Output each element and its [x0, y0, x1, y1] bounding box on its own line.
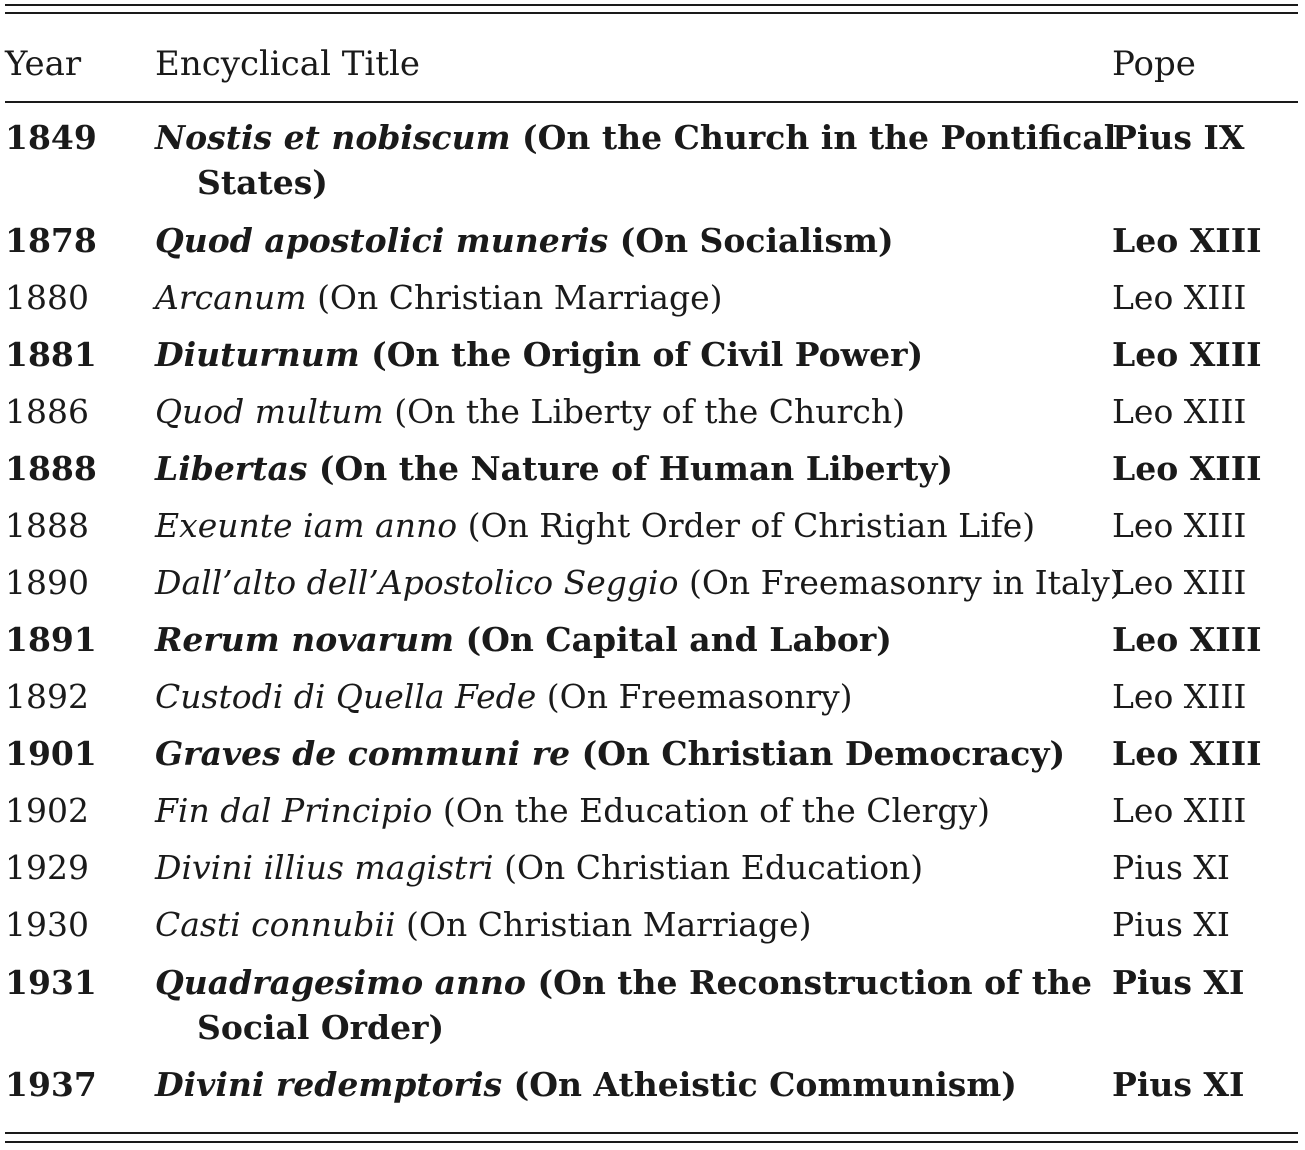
row-pope: Leo XIII: [1112, 506, 1247, 545]
row-year: 1929: [5, 848, 89, 887]
row-title-latin: Casti connubii: [155, 905, 396, 944]
row-title-latin: Divini illius magistri: [155, 848, 494, 887]
row-title-english: (On Freemasonry): [546, 677, 853, 716]
row-title: [155, 560, 1127, 605]
row-title-english: (On the Reconstruction of the Social Order): [197, 963, 1093, 1047]
row-title: [155, 332, 1127, 377]
row-title: [155, 275, 1127, 320]
row-pope: Leo XIII: [1112, 677, 1247, 716]
encyclicals-table: [5, 0, 1298, 1150]
row-title: [155, 788, 1127, 833]
row-year: 1888: [5, 449, 97, 488]
row-title-latin: Libertas: [155, 449, 308, 488]
row-title-english: (On the Church in the Pontifical States): [197, 118, 1117, 202]
row-title: [155, 617, 1127, 662]
row-title-latin: Arcanum: [155, 278, 307, 317]
row-year: 1931: [5, 963, 97, 1002]
header-pope: Pope: [1112, 44, 1196, 84]
row-title-english: (On Freemasonry in Italy): [688, 563, 1123, 602]
row-title-latin: Rerum novarum: [155, 620, 455, 659]
row-title-latin: Graves de communi re: [155, 734, 571, 773]
row-pope: Leo XIII: [1112, 278, 1247, 317]
row-title-english: (On Christian Marriage): [317, 278, 723, 317]
row-title: [155, 960, 1127, 1050]
row-pope: Leo XIII: [1112, 335, 1262, 374]
row-pope: Pius XI: [1112, 905, 1230, 944]
row-title: [155, 503, 1127, 548]
row-year: 1891: [5, 620, 97, 659]
row-title-english: (On Christian Democracy): [581, 734, 1066, 773]
row-title-english: (On Christian Marriage): [406, 905, 812, 944]
bottom-rule-outer: [5, 1141, 1298, 1143]
row-title-latin: Dall’alto dell’Apostolico Seggio: [155, 563, 679, 602]
row-title-latin: Custodi di Quella Fede: [155, 677, 537, 716]
row-title: [155, 845, 1127, 890]
row-pope: Pius XI: [1112, 1065, 1245, 1104]
row-pope: Leo XIII: [1112, 449, 1262, 488]
row-title-latin: Divini redemptoris: [155, 1065, 503, 1104]
row-title-english: (On the Education of the Clergy): [442, 791, 991, 830]
row-pope: Pius XI: [1112, 963, 1245, 1002]
row-title-english: (On the Origin of Civil Power): [371, 335, 924, 374]
row-title: [155, 1062, 1127, 1107]
row-year: 1930: [5, 905, 89, 944]
row-title-english: (On Capital and Labor): [465, 620, 892, 659]
row-pope: Leo XIII: [1112, 791, 1247, 830]
row-title: [155, 674, 1127, 719]
row-title: [155, 218, 1127, 263]
top-rule-outer: [5, 4, 1298, 6]
row-year: 1881: [5, 335, 97, 374]
row-pope: Leo XIII: [1112, 563, 1247, 602]
row-pope: Leo XIII: [1112, 620, 1262, 659]
header-title: Encyclical Title: [155, 44, 420, 84]
row-title-latin: Exeunte iam anno: [155, 506, 458, 545]
row-year: 1849: [5, 118, 97, 157]
row-year: 1886: [5, 392, 89, 431]
row-title-english: (On the Liberty of the Church): [394, 392, 905, 431]
row-year: 1888: [5, 506, 89, 545]
row-title-latin: Quadragesimo anno: [155, 963, 526, 1002]
row-title-english: (On the Nature of Human Liberty): [318, 449, 953, 488]
row-pope: Pius XI: [1112, 848, 1230, 887]
header-rule: [5, 101, 1298, 103]
row-year: 1902: [5, 791, 89, 830]
header-year: Year: [5, 44, 82, 84]
bottom-rule-inner: [5, 1132, 1298, 1134]
row-pope: Leo XIII: [1112, 392, 1247, 431]
row-year: 1892: [5, 677, 89, 716]
row-title-latin: Fin dal Principio: [155, 791, 433, 830]
row-title-english: (On Socialism): [619, 221, 894, 260]
row-title: [155, 446, 1127, 491]
row-pope: Leo XIII: [1112, 221, 1262, 260]
row-year: 1937: [5, 1065, 97, 1104]
row-title: [155, 115, 1127, 205]
row-year: 1878: [5, 221, 97, 260]
row-title: [155, 902, 1127, 947]
row-title-latin: Nostis et nobiscum: [155, 118, 511, 157]
row-pope: Leo XIII: [1112, 734, 1262, 773]
row-title-english: (On Atheistic Communism): [513, 1065, 1017, 1104]
row-pope: Pius IX: [1112, 118, 1245, 157]
row-title: [155, 389, 1127, 434]
row-year: 1880: [5, 278, 89, 317]
row-year: 1901: [5, 734, 97, 773]
row-title-english: (On Christian Education): [504, 848, 924, 887]
row-title-latin: Quod multum: [155, 392, 384, 431]
row-title-latin: Quod apostolici muneris: [155, 221, 609, 260]
row-title-latin: Diuturnum: [155, 335, 360, 374]
row-title: [155, 731, 1127, 776]
top-rule-inner: [5, 12, 1298, 14]
row-year: 1890: [5, 563, 89, 602]
row-title-english: (On Right Order of Christian Life): [467, 506, 1036, 545]
